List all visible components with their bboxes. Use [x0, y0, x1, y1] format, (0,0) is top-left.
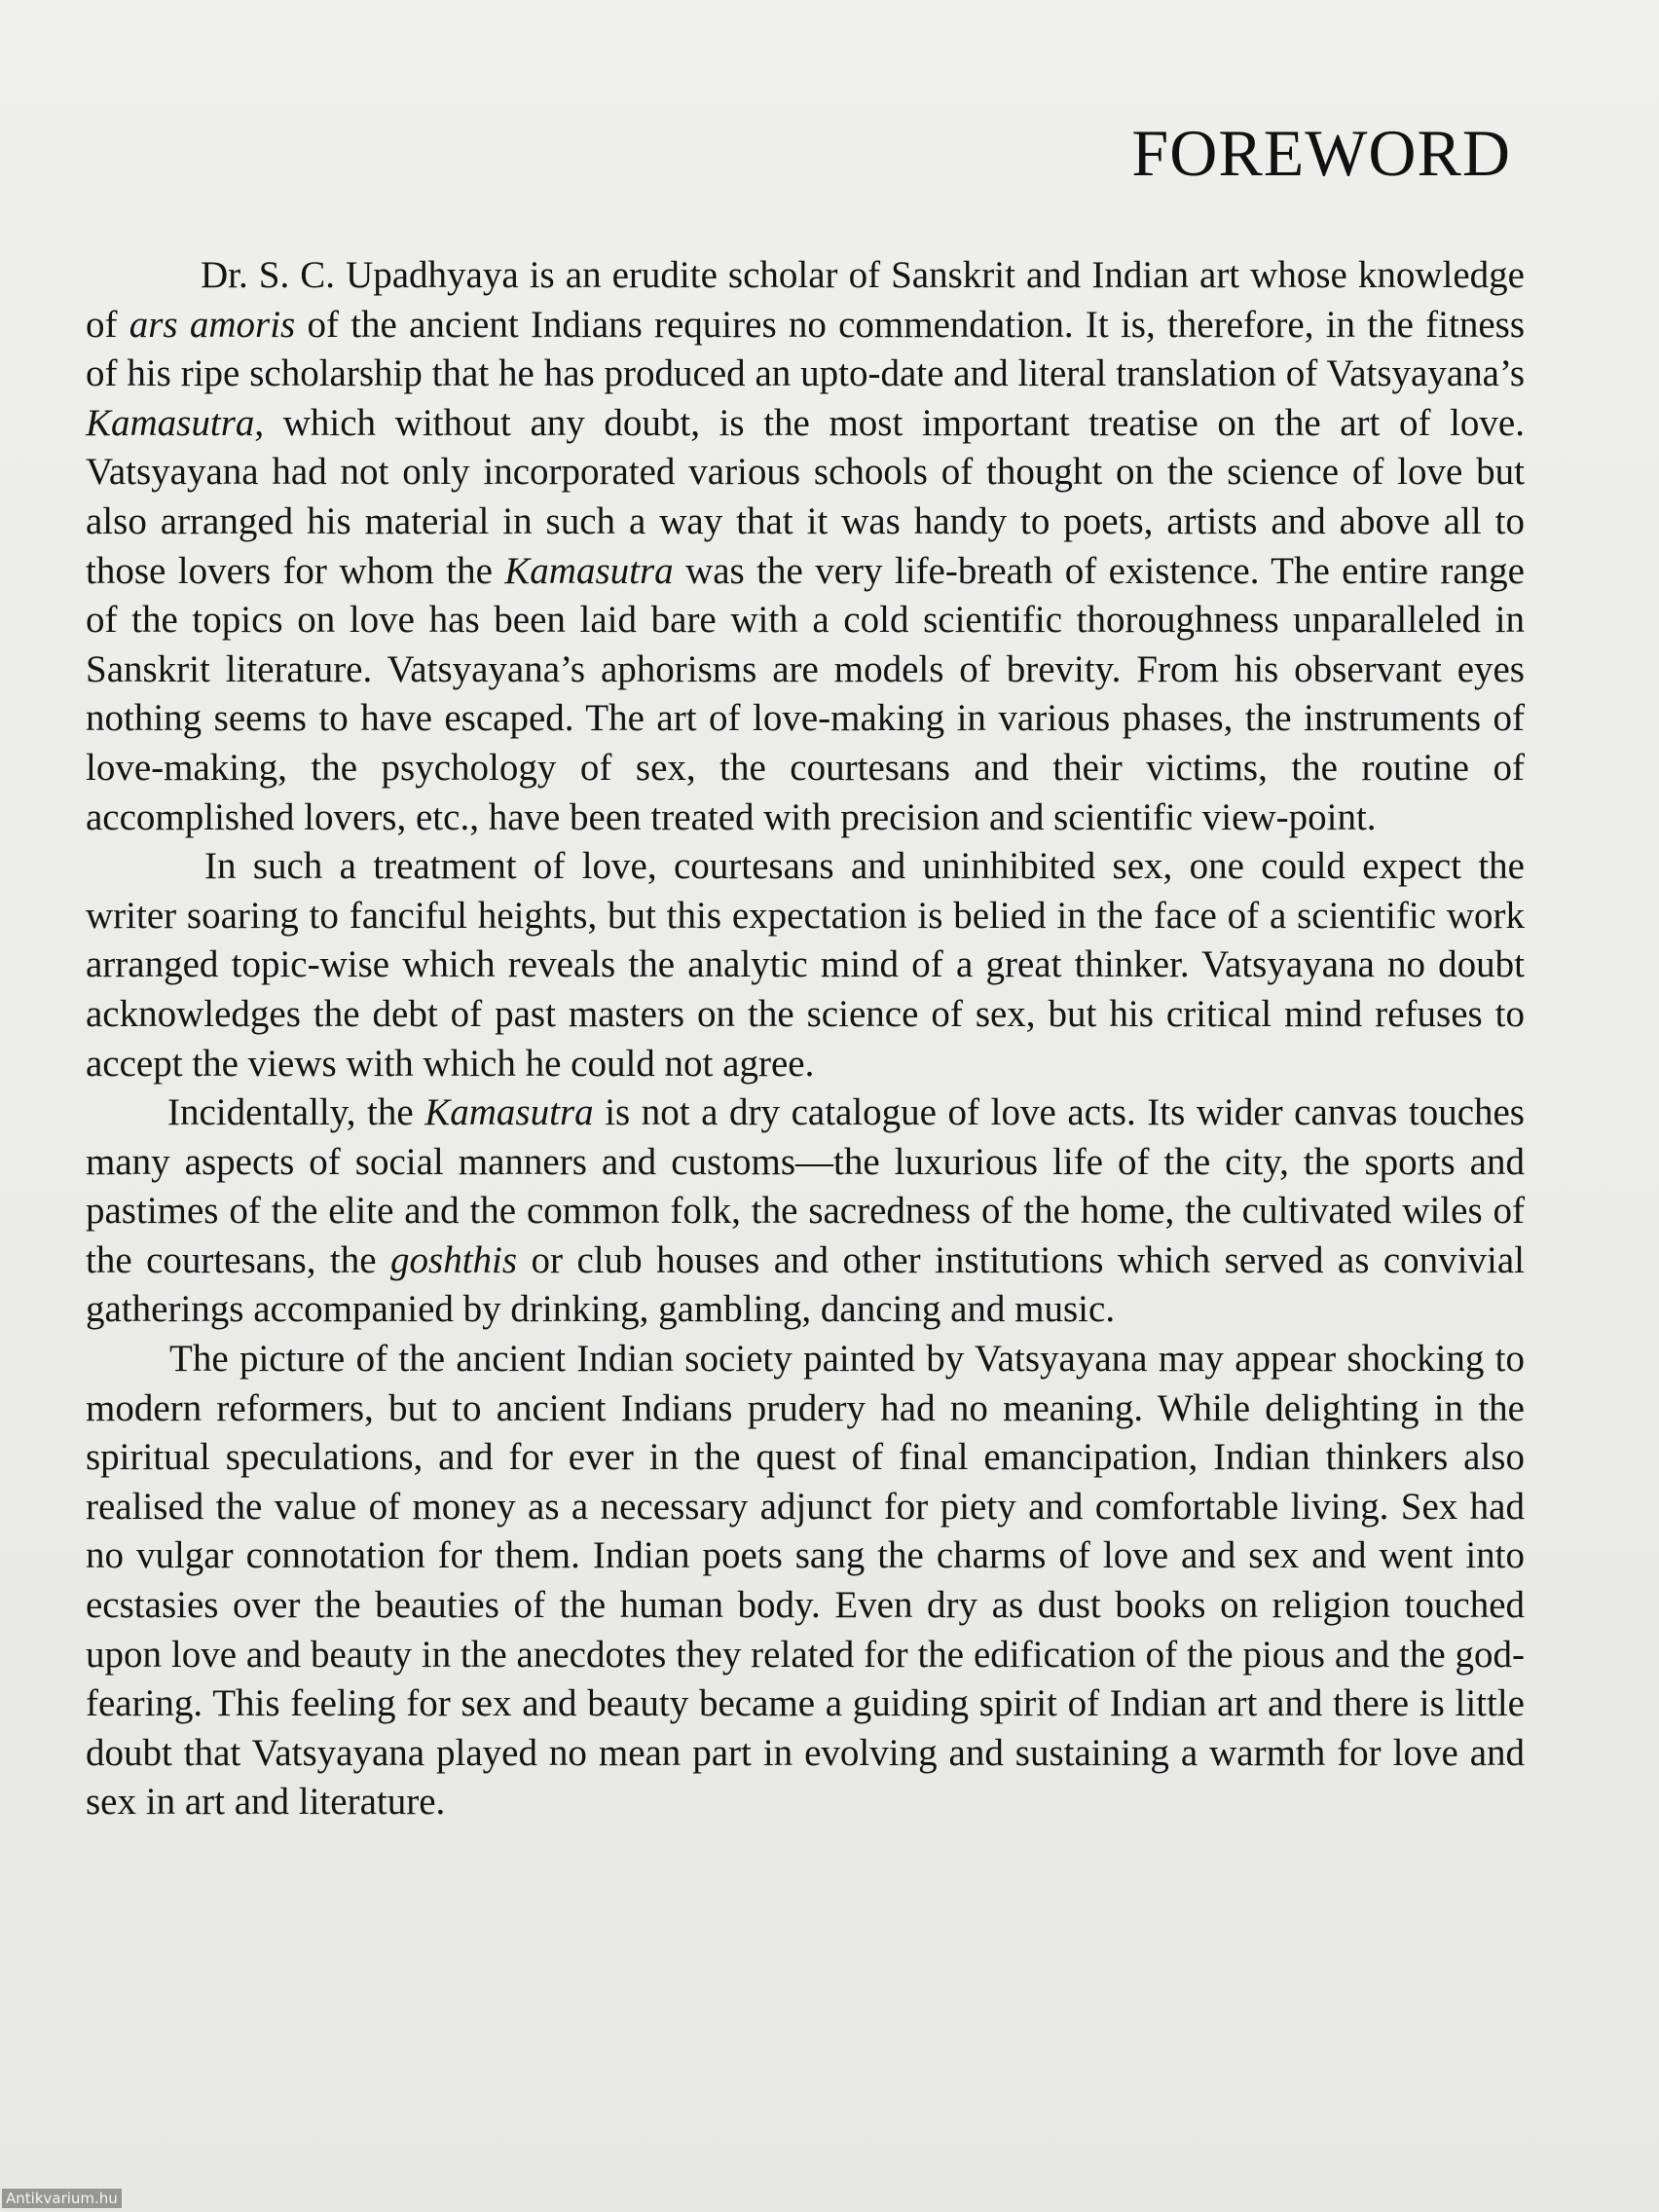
text-run: In such a treatment of love, courtesans and uninhibited sex, one could expect the writer soaring to fanciful heights, but this expectation is belied in the face of a scientific work arranged topic-wise which reveals the analytic mind of a great thinker. Vatsyayana no doubt acknowledges the debt of past masters on the science of sex, but his critical mind refuses to accept the views with which he could not agree.: [86, 845, 1525, 1085]
text-run: is not a dry catalogue of love acts. Its wider canvas touches many aspects of social manners and customs—the luxurious life of the city, the sports and pastimes of the elite and the common folk, the sacredness of the home, the cultivated wiles of the courtesans, the: [86, 1091, 1525, 1281]
text-run: , which without any doubt, is the most important treatise on the art of love. Vatsyayana had not only incorporated various schools of thought on the science of love but also arranged his material in such a way that it was handy to poets, artists and above all to those lovers for whom the: [86, 401, 1525, 592]
paragraph-2: [86, 842, 1525, 1088]
paragraph-3: [86, 1088, 1525, 1335]
text-run: The picture of the ancient Indian society painted by Vatsyayana may appear shocking to modern reformers, but to ancient Indians prudery had no meaning. While delighting in the spiritual speculations, and for ever in the quest of final emancipation, Indian thinkers also realised the value of money as a necessary adjunct for piety and comfortable living. Sex had no vulgar connotation for them. Indian poets sang the charms of love and sex and went into ecstasies over the beauties of the human body. Even dry as dust books on religion touched upon love and beauty in the anecdotes they related for the edification of the pious and the god-fearing. This feeling for sex and beauty became a guiding spirit of Indian art and there is little doubt that Vatsyayana played no mean part in evolving and sustaining a warmth for love and sex in art and literature.: [86, 1338, 1525, 1824]
italic-term: goshthis: [390, 1238, 518, 1281]
watermark-label: Antikvarium.hu: [2, 2189, 122, 2208]
italic-term: Kamasutra: [424, 1091, 594, 1134]
text-run: Incidentally, the: [167, 1091, 425, 1134]
italic-term: ars amoris: [129, 303, 296, 346]
text-run: of the ancient Indians requires no commendation. It is, therefore, in the fitness of his ripe scholarship that he has produced an upto-date and literal translation of Vatsyayana’s: [86, 303, 1525, 395]
page-title: FOREWORD: [1131, 116, 1511, 190]
foreword-body: [86, 251, 1525, 1827]
paragraph-1: [86, 251, 1525, 842]
italic-term: Kamasutra: [86, 401, 255, 444]
text-run: was the very life-breath of existence. The entire range of the topics on love has been laid bare with a cold scientific thoroughness unparalleled in Sanskrit literature. Vatsyayana’s aphorisms are models of brevity. From his observant eyes nothing seems to have escaped. The art of love-making in various phases, the instruments of love-making, the psychology of sex, the courtesans and their victims, the routine of accomplished lovers, etc., have been treated with precision and scientific view-point.: [86, 549, 1525, 838]
paragraph-4: [86, 1335, 1525, 1827]
text-run: Dr. S. C. Upadhyaya is an erudite scholar of Sanskrit and Indian art whose knowledge of: [86, 254, 1525, 346]
text-run: or club houses and other institutions which served as convivial gatherings accompanied by drinking, gambling, dancing and music.: [86, 1238, 1525, 1331]
italic-term: Kamasutra: [504, 549, 674, 592]
